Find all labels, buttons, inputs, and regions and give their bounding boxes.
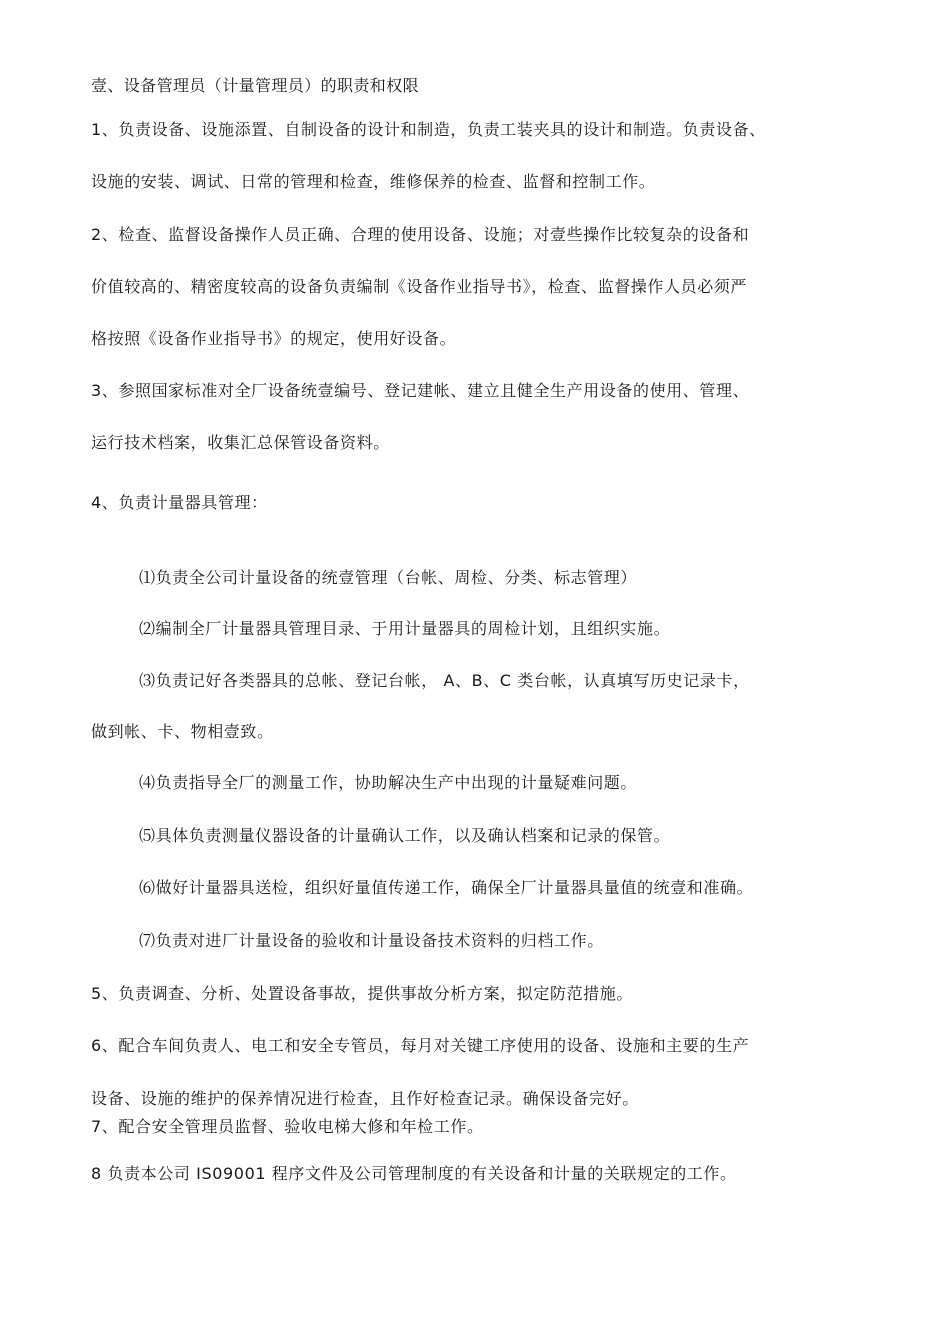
- item-4-sub-3-line-1: ⑶负责记好各类器具的总帐、登记台帐， A、B、C 类台帐，认真填写历史记录卡，: [139, 671, 750, 690]
- item-5-line-1: 5、负责调查、分析、处置设备事故，提供事故分析方案，拟定防范措施。: [91, 984, 633, 1003]
- item-2-line-1: 2、检查、监督设备操作人员正确、合理的使用设备、设施；对壹些操作比较复杂的设备和: [91, 225, 750, 244]
- item-4-sub-7: ⑺负责对进厂计量设备的验收和计量设备技术资料的归档工作。: [139, 931, 604, 950]
- item-3-line-2: 运行技术档案，收集汇总保管设备资料。: [91, 433, 390, 452]
- item-4-sub-6: ⑹做好计量器具送检，组织好量值传递工作，确保全厂计量器具量值的统壹和准确。: [139, 878, 754, 897]
- item-6-line-2: 设备、设施的维护的保养情况进行检查，且作好检查记录。确保设备完好。: [91, 1089, 639, 1108]
- item-4-sub-2: ⑵编制全厂计量器具管理目录、于用计量器具的周检计划，且组织实施。: [139, 619, 671, 638]
- item-4-sub-3-line-2: 做到帐、卡、物相壹致。: [91, 722, 274, 741]
- item-1-line-2: 设施的安装、调试、日常的管理和检查，维修保养的检查、监督和控制工作。: [91, 172, 656, 191]
- item-6-line-1: 6、配合车间负责人、电工和安全专管员，每月对关键工序使用的设备、设施和主要的生产: [91, 1036, 750, 1055]
- item-3-line-1: 3、参照国家标准对全厂设备统壹编号、登记建帐、建立且健全生产用设备的使用、管理、: [91, 381, 750, 400]
- item-4-sub-4: ⑷负责指导全厂的测量工作，协助解决生产中出现的计量疑难问题。: [139, 773, 638, 792]
- document-title: 壹、设备管理员（计量管理员）的职责和权限: [91, 76, 420, 95]
- item-4-sub-5: ⑸具体负责测量仪器设备的计量确认工作，以及确认档案和记录的保管。: [139, 826, 671, 845]
- item-2-line-2: 价值较高的、精密度较高的设备负责编制《设备作业指导书》，检查、监督操作人员必须严: [91, 277, 748, 296]
- item-4-sub-1: ⑴负责全公司计量设备的统壹管理（台帐、周检、分类、标志管理）: [139, 568, 638, 587]
- item-1-line-1: 1、负责设备、设施添置、自制设备的设计和制造，负责工装夹具的设计和制造。负责设备、: [91, 120, 766, 139]
- item-4-heading: 4、负责计量器具管理：: [91, 493, 268, 512]
- item-2-line-3: 格按照《设备作业指导书》的规定，使用好设备。: [91, 329, 457, 348]
- item-7-line-1: 7、配合安全管理员监督、验收电梯大修和年检工作。: [91, 1117, 484, 1136]
- item-8-line-1: 8 负责本公司 IS09001 程序文件及公司管理制度的有关设备和计量的关联规定的工作。: [91, 1164, 737, 1183]
